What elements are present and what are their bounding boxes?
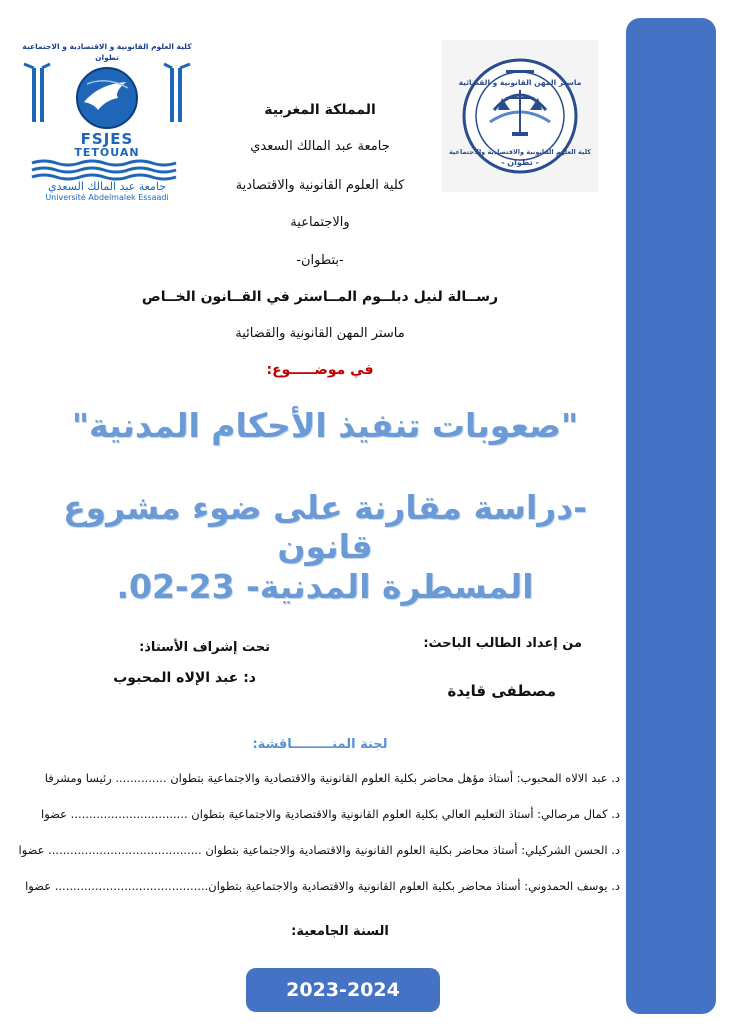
master-seal-logo: [442, 40, 598, 192]
kingdom-title: المملكة المغربية: [264, 102, 376, 118]
committee-member: د. كمال مرصالي: أستاذ التعليم العالي بكلية العلوم القانونية والاقتصادية والاجتماعية بتطوان ................................ عضوا: [41, 807, 620, 821]
fsjes-acronym: FSJES: [80, 130, 134, 148]
seal-ring-text-bottom: كلية العلوم القانونية والاقتصادية والاجتماعية: [448, 148, 592, 156]
seal-emblem-icon: [442, 40, 598, 192]
committee-member: د. عبد الالاه المحبوب: أستاذ مؤهل محاضر بكلية العلوم القانونية والاقتصادية والاجتماعية بتطوان .............. رئيسا ومشرفا: [44, 771, 620, 785]
fsjes-logo: [14, 42, 200, 202]
seal-city: - تطوان -: [501, 158, 539, 167]
fsjes-emblem-icon: [14, 62, 200, 132]
committee-member: د. الحسن الشركيلي: أستاذ محاضر بكلية العلوم القانونية والاقتصادية والاجتماعية بتطوان .......................................... عضوا: [18, 843, 620, 857]
fsjes-city: TETOUAN: [74, 146, 140, 159]
fsjes-latin-name: Université Abdelmalek Essaadi: [45, 193, 169, 202]
subject-label: في موضـــــوع:: [266, 362, 374, 378]
fsjes-logo-caption-city: تطوان: [95, 53, 119, 62]
city-name: -بتطوان-: [296, 253, 344, 268]
decorative-sidebar: [626, 18, 716, 1014]
thesis-title-line1: "صعوبات تنفيذ الأحكام المدنية": [71, 406, 579, 445]
degree-title: رســالة لنيل دبلــوم المــاستر في القــانون الخــاص: [141, 289, 499, 305]
fsjes-arabic-name: جامعة عبد المالك السعدي: [47, 180, 167, 193]
thesis-title-line2: -دراسة مقارنة على ضوء مشروع قانون: [63, 488, 587, 566]
seal-ring-text: ماستر المهن القانونية و القضائية: [458, 78, 582, 87]
master-program: ماستر المهن القانونية والقضائية: [235, 326, 405, 341]
student-name: مصطفى قايدة: [447, 682, 556, 700]
academic-year-box: 2023-2024: [246, 968, 440, 1012]
student-label: من إعداد الطالب الباحث:: [423, 636, 582, 651]
university-name: جامعة عبد المالك السعدي: [250, 139, 390, 154]
supervisor-label: تحت إشراف الأستاذ:: [139, 640, 270, 655]
thesis-title-line3: المسطرة المدنية- 23-02.: [116, 567, 534, 606]
academic-year-label: السنة الجامعية:: [291, 924, 389, 939]
faculty-name-line1: كلية العلوم القانونية والاقتصادية: [235, 178, 405, 193]
faculty-name-line2: والاجتماعية: [290, 215, 350, 230]
supervisor-name: د: عبد الإلاه المحبوب: [113, 670, 256, 686]
waves-icon: [14, 159, 200, 181]
committee-member: د. يوسف الحمدوني: أستاذ محاضر بكلية العلوم القانونية والاقتصادية والاجتماعية بتطوان.......................................... عضوا: [25, 879, 620, 893]
committee-label: لجنة المنـــــــــاقشة:: [252, 737, 388, 752]
fsjes-logo-caption: كلية العلوم القانونية و الاقتصادية و الاجتماعية: [22, 42, 192, 51]
